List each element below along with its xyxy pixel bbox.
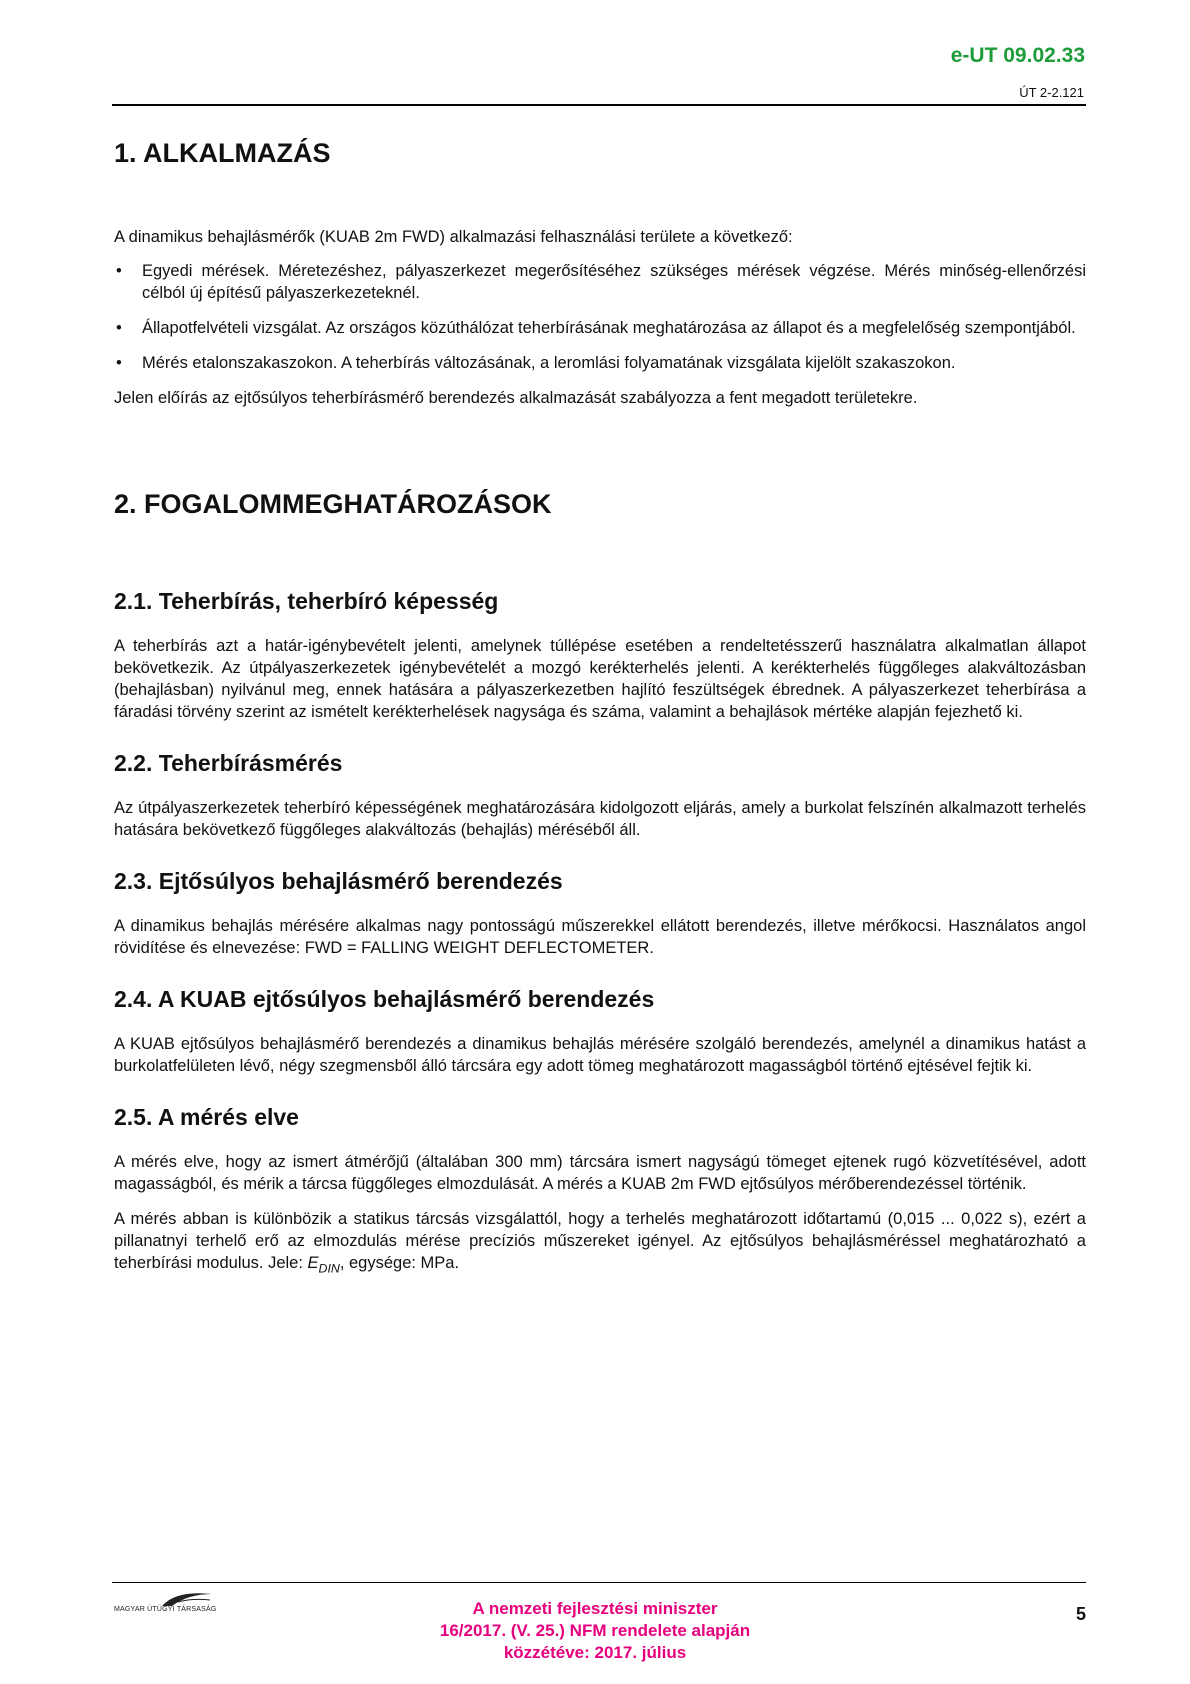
section-2-4-text: A KUAB ejtősúlyos behajlásmérő berendezés a dinamikus behajlás mérésére szolgáló berendezés, amelynél a dinamikus hatást a burkolatfelületen lévő, négy szegmensből álló tárcsára egy adott tömeg meghatározott magasságból történő ejtésével fejtik ki. bbox=[114, 1035, 1086, 1075]
section-2-4-title: 2.4. A KUAB ejtősúlyos behajlásmérő berendezés bbox=[114, 986, 655, 1012]
modulus-symbol: E bbox=[307, 1254, 319, 1272]
section-2-1-text: A teherbírás azt a határ-igénybevételt jelenti, amelynek túllépése esetében a rendeltetésszerű használatra alkalmatlan állapot bekövetkezik. Az útpályaszerkezetek igénybevételét a mozgó kerékterhelés jelenti. A kerékterhelés függőleges alakváltozásban (behajlásban) nyilvánul meg, ennek hatására a pályaszerkezetben hajlító feszültségek ébrednek. A pályaszerkezet teherbírása a fáradási törvény szerint az ismételt kerékterhelések nagysága és száma, valamint a behajlások mértéke alapján fejezhető ki. bbox=[114, 637, 1086, 721]
list-item bbox=[114, 352, 1086, 374]
page-content bbox=[114, 138, 1086, 1279]
section-1-closing: Jelen előírás az ejtősúlyos teherbírásmérő berendezés alkalmazását szabályozza a fent megadott területekre. bbox=[114, 389, 918, 407]
bullet-icon: • bbox=[116, 354, 122, 372]
section-2-3-title: 2.3. Ejtősúlyos behajlásmérő berendezés bbox=[114, 868, 563, 894]
bullet-icon: • bbox=[116, 262, 122, 280]
list-item-text: Mérés etalonszakaszokon. A teherbírás változásának, a leromlási folyamatának vizsgálata kijelölt szakaszokon. bbox=[142, 354, 956, 372]
modulus-symbol-subscript: DIN bbox=[318, 1261, 340, 1276]
section-2-2-title: 2.2. Teherbírásmérés bbox=[114, 750, 343, 776]
section-2-title: 2. FOGALOMMEGHATÁROZÁSOK bbox=[114, 489, 552, 519]
page-number: 5 bbox=[1075, 1604, 1086, 1624]
list-item bbox=[114, 260, 1086, 304]
list-item-text: Egyedi mérések. Méretezéshez, pályaszerkezet megerősítéséhez szükséges mérések végzése. Mérés minőség-ellenőrzési célból új építésű pályaszerkezeteknél. bbox=[142, 262, 1086, 302]
section-1-intro: A dinamikus behajlásmérők (KUAB 2m FWD) alkalmazási felhasználási területe a következő: bbox=[114, 228, 793, 246]
section-2-5-title: 2.5. A mérés elve bbox=[114, 1104, 299, 1130]
document-subcode: ÚT 2-2.121 bbox=[1019, 85, 1084, 100]
section-2-5-text-1: A mérés elve, hogy az ismert átmérőjű (általában 300 mm) tárcsára ismert nagyságú tömeget ejtenek rugó közvetítésével, adott magasságból, és mérik a tárcsa függőleges elmozdulását. A mérés a KUAB 2m FWD ejtősúlyos mérőberendezéssel történik. bbox=[114, 1153, 1086, 1193]
document-code: e-UT 09.02.33 bbox=[950, 44, 1085, 67]
footer-line-3: közzétéve: 2017. július bbox=[503, 1643, 687, 1662]
section-2-2-text: Az útpályaszerkezetek teherbíró képességének meghatározására kidolgozott eljárás, amely a burkolat felszínén alkalmazott terhelés hatására bekövetkező függőleges alakváltozás (behajlás) méréséből áll. bbox=[114, 799, 1086, 839]
bullet-icon: • bbox=[116, 319, 122, 337]
section-2-1-title: 2.1. Teherbírás, teherbíró képesség bbox=[114, 588, 499, 614]
list-item bbox=[114, 317, 1086, 339]
logo-text: MAGYAR ÚTÜGYI TÁRSASÁG bbox=[114, 1606, 217, 1613]
section-1-bullet-list bbox=[114, 260, 1086, 374]
footer-publication-note bbox=[0, 1598, 1190, 1664]
section-1-title: 1. ALKALMAZÁS bbox=[114, 138, 331, 168]
footer-line-1: A nemzeti fejlesztési miniszter bbox=[472, 1599, 718, 1618]
section-2-5-text-2 bbox=[114, 1208, 1086, 1279]
text-segment: A mérés abban is különbözik a statikus tárcsás vizsgálattól, hogy a terhelés meghatározott időtartamú (0,015 ... 0,022 s), ezért a pillanatnyi terhelő erő az elmozdulás mérése precíziós műszereket igényel. Az ejtősúlyos behajlásméréssel meghatározható a teherbírási modulus. Jele: bbox=[114, 1210, 1086, 1272]
footer-line-2: 16/2017. (V. 25.) NFM rendelete alapján bbox=[439, 1621, 751, 1640]
list-item-text: Állapotfelvételi vizsgálat. Az országos közúthálózat teherbírásának meghatározása az állapot és a megfelelőség szempontjából. bbox=[142, 319, 1076, 337]
header-rule bbox=[112, 104, 1086, 106]
footer-rule bbox=[112, 1582, 1086, 1583]
section-2-3-text: A dinamikus behajlás mérésére alkalmas nagy pontosságú műszerekkel ellátott berendezés, illetve mérőkocsi. Használatos angol rövidítése és elnevezése: FWD = FALLING WEIGHT DEFLECTOMETER. bbox=[114, 917, 1086, 957]
text-segment: , egysége: MPa. bbox=[339, 1254, 460, 1272]
